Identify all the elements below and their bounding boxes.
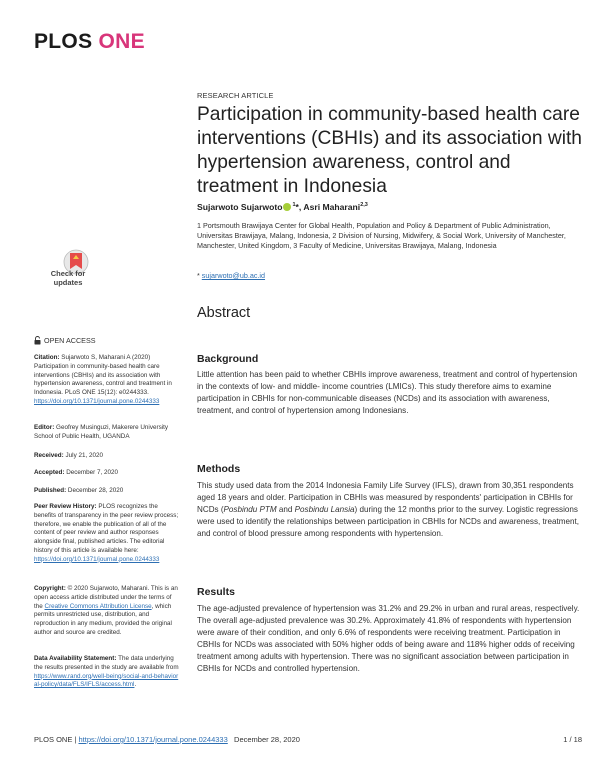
copyright-text-2: , which permits unrestricted use, distribution, and reproduction in any medium, provided the original author and source are credited. (34, 602, 172, 636)
received-label: Received: (34, 452, 64, 459)
editor-label: Editor: (34, 424, 55, 431)
abstract-heading: Abstract (197, 305, 251, 321)
author-2[interactable]: Asri Maharani (303, 202, 361, 212)
copyright-label: Copyright: (34, 585, 66, 592)
accepted-date: December 7, 2020 (64, 469, 119, 476)
logo-plos: PLOS (34, 30, 93, 53)
received-block (34, 452, 180, 461)
citation-doi-link[interactable]: https://doi.org/10.1371/journal.pone.0244333 (34, 397, 160, 405)
open-access-label (34, 336, 96, 345)
data-availability-text: The data underlying the results presented in the study are available from (34, 655, 179, 671)
data-availability-block (34, 655, 180, 690)
methods-heading: Methods (197, 463, 241, 475)
editor-text: Geofrey Musinguzi, Makerere University School of Public Health, UGANDA (34, 424, 169, 440)
citation-label: Citation: (34, 354, 60, 361)
license-link[interactable]: Creative Commons Attribution License (44, 602, 152, 610)
footer-journal: PLOS ONE (34, 735, 73, 744)
footer-date: December 28, 2020 (234, 735, 300, 744)
background-heading: Background (197, 353, 259, 365)
background-text: Little attention has been paid to whether CBHIs improve awareness, treatment and control of hypertension in the contexts of low- and middle- income countries (LMICs). This study therefore aims to examine participation in CBHIs for non-communicable diseases (NCDs) and its association with awareness, treatment, and control of hypertension among Indonesians. (197, 370, 578, 415)
author-list (197, 202, 368, 212)
citation-text: Sujarwoto S, Maharani A (2020) Participation in community-based health care interventions (CBHIs) and its association with hypertension awareness, control and treatment in Indonesia. PLoS ONE 15(12): e0244333. (34, 354, 172, 397)
accepted-label: Accepted: (34, 469, 65, 476)
data-availability-end: . (134, 681, 137, 689)
copyright-block (34, 585, 180, 638)
author-1[interactable]: Sujarwoto Sujarwoto (197, 202, 283, 212)
methods-italic-2: Posbindu Lansia (294, 505, 355, 514)
peer-review-label: Peer Review History: (34, 503, 97, 510)
methods-part-3: ) during the 12 months prior to the survey. Logistic regressions were used to identify the relationships between participation in CBHIs for NCDs and awareness, treatment, and control of blood pressure among respondents with hypertension. (197, 505, 579, 538)
peer-review-text: PLOS recognizes the benefits of transparency in the peer review process; therefore, we enable the publication of all of the content of peer review and author responses alongside final, published articles. The editorial history of this article is available here: (34, 503, 179, 554)
copyright-text-1: © 2020 Sujarwoto, Maharani. This is an open access article distributed under the terms of the (34, 585, 178, 610)
page-number: 1 / 18 (563, 735, 582, 744)
published-date: December 28, 2020 (66, 487, 124, 494)
author-separator: , (298, 202, 304, 212)
page-footer (34, 735, 582, 744)
email-prefix: * (197, 271, 202, 280)
article-title: Participation in community-based health care interventions (CBHIs) and its association with hypertension awareness, control and treatment in Indonesia (197, 104, 582, 197)
footer-left (34, 735, 300, 744)
editor-block (34, 424, 180, 442)
open-lock-icon (34, 336, 41, 345)
footer-separator: | (72, 735, 79, 744)
check-line-1: Check for (50, 269, 86, 278)
check-for-updates-label[interactable] (42, 270, 94, 287)
check-line-2: updates (53, 277, 83, 287)
methods-italic-1: Posbindu PTM (223, 505, 277, 514)
orcid-icon[interactable] (283, 203, 291, 211)
corresponding-mark: * (295, 202, 299, 212)
results-heading: Results (197, 586, 235, 598)
article-type: RESEARCH ARTICLE (197, 91, 274, 100)
published-label: Published: (34, 487, 67, 494)
data-availability-label: Data Availability Statement: (34, 655, 117, 662)
peer-review-link[interactable]: https://doi.org/10.1371/journal.pone.0244333 (34, 555, 160, 563)
data-availability-link[interactable]: https://www.rand.org/well-being/social-and-behavioral-policy/data/FLS/IFLS/access.html (34, 672, 179, 689)
citation-block (34, 354, 180, 407)
logo-one: ONE (98, 30, 145, 53)
footer-doi-link[interactable]: https://doi.org/10.1371/journal.pone.0244333 (78, 735, 228, 744)
accepted-block (34, 469, 180, 478)
author-1-affil: 1 (292, 202, 296, 209)
affiliations: 1 Portsmouth Brawijaya Center for Global Health, Population and Policy & Department of Public Administration, Universitas Brawijaya, Malang, Indonesia, 2 Division of Nursing, Midwifery, & Social Work, University of Manchester, Manchester, United Kingdom, 3 Faculty of Medicine, Universitas Brawijaya, Malang, Indonesia (197, 221, 566, 251)
journal-logo[interactable] (34, 30, 145, 54)
received-date: July 21, 2020 (63, 452, 103, 459)
author-2-affil: 2,3 (360, 202, 368, 209)
methods-text (197, 480, 582, 540)
peer-review-block (34, 503, 180, 565)
methods-part-2: and (276, 505, 295, 514)
published-block (34, 487, 180, 496)
methods-part-1: This study used data from the 2014 Indonesia Family Life Survey (IFLS), drawn from 30,351 respondents aged 18 years and older. Participation in CBHIs was measured by respondents' participation in CBHIs for NCDs ( (197, 481, 574, 514)
open-access-text: OPEN ACCESS (44, 336, 96, 345)
email-link[interactable]: sujarwoto@ub.ac.id (201, 271, 266, 280)
corresponding-email (197, 271, 265, 280)
results-text: The age-adjusted prevalence of hypertension was 31.2% and 29.2% in urban and rural areas, respectively. The overall age-adjusted prevalence was 30.2%. Approximately 41.8% of respondents with hypertension were aware of their condition, and only 6.6% of respondents were receiving treatment. Participation in CBHIs for NCDs was associated with 50% higher odds of being aware and 118% higher odds of receiving treatment among adults with hypertension. There was no significant association between participation in CBHIs for NCDs and controlled hypertension. (197, 604, 580, 673)
